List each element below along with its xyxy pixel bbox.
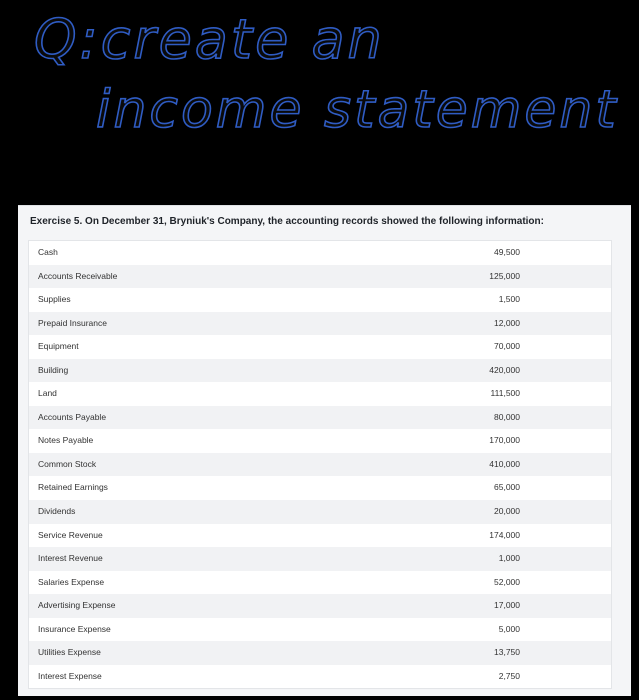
table-row	[29, 312, 611, 336]
table-row	[29, 359, 611, 383]
account-name: Interest Expense	[38, 670, 102, 681]
account-amount: 1,500	[498, 294, 520, 305]
account-amount: 111,500	[490, 388, 520, 399]
account-amount: 80,000	[494, 411, 520, 422]
account-amount: 52,000	[494, 576, 520, 587]
account-name: Prepaid Insurance	[38, 317, 107, 328]
handwritten-question: Q:create an	[34, 8, 385, 71]
table-row	[29, 265, 611, 289]
account-amount: 49,500	[494, 247, 520, 257]
table-row	[29, 476, 611, 500]
table-row	[29, 641, 611, 665]
account-amount: 13,750	[494, 647, 520, 658]
account-amount: 12,000	[494, 317, 520, 328]
account-name: Advertising Expense	[38, 600, 116, 611]
account-amount: 20,000	[494, 506, 520, 517]
table-row	[29, 500, 611, 524]
account-name: Accounts Payable	[38, 411, 107, 422]
account-name: Building	[38, 364, 69, 375]
account-name: Common Stock	[38, 458, 97, 469]
account-name: Insurance Expense	[38, 623, 111, 634]
account-name: Supplies	[38, 294, 71, 305]
account-amount: 17,000	[494, 600, 520, 611]
account-name: Dividends	[38, 506, 76, 517]
account-amount: 5,000	[498, 623, 520, 634]
table-row	[29, 571, 611, 595]
account-amount: 170,000	[489, 435, 520, 446]
account-name: Interest Revenue	[38, 553, 103, 564]
account-name: Notes Payable	[38, 435, 94, 446]
table-row	[29, 382, 611, 406]
account-amount: 2,750	[498, 670, 520, 681]
account-name: Land	[38, 388, 57, 399]
account-amount: 1,000	[498, 553, 520, 564]
handwritten-task: income statement	[96, 80, 619, 140]
table-row	[29, 618, 611, 642]
table-row	[29, 547, 611, 571]
account-name: Retained Earnings	[38, 482, 108, 493]
table-row	[29, 241, 611, 265]
account-amount: 420,000	[489, 364, 520, 375]
table-row	[29, 524, 611, 548]
table-row	[29, 406, 611, 430]
account-name: Utilities Expense	[38, 647, 101, 658]
exercise-panel	[18, 205, 631, 696]
account-name: Equipment	[38, 341, 79, 352]
account-name: Accounts Receivable	[38, 270, 118, 281]
account-name: Salaries Expense	[38, 576, 105, 587]
handwritten-header	[0, 0, 639, 205]
table-row	[29, 335, 611, 359]
accounts-table	[28, 240, 612, 689]
account-amount: 410,000	[489, 458, 520, 469]
table-row	[29, 288, 611, 312]
account-amount: 70,000	[494, 341, 520, 352]
table-row	[29, 429, 611, 453]
account-amount: 174,000	[489, 529, 520, 540]
account-name: Cash	[38, 247, 58, 257]
exercise-prompt: Exercise 5. On December 31, Bryniuk's Company, the accounting records showed the following information:	[30, 216, 544, 227]
table-row	[29, 665, 611, 689]
account-name: Service Revenue	[38, 529, 103, 540]
table-row	[29, 594, 611, 618]
table-row	[29, 453, 611, 477]
account-amount: 65,000	[494, 482, 520, 493]
account-amount: 125,000	[489, 270, 520, 281]
